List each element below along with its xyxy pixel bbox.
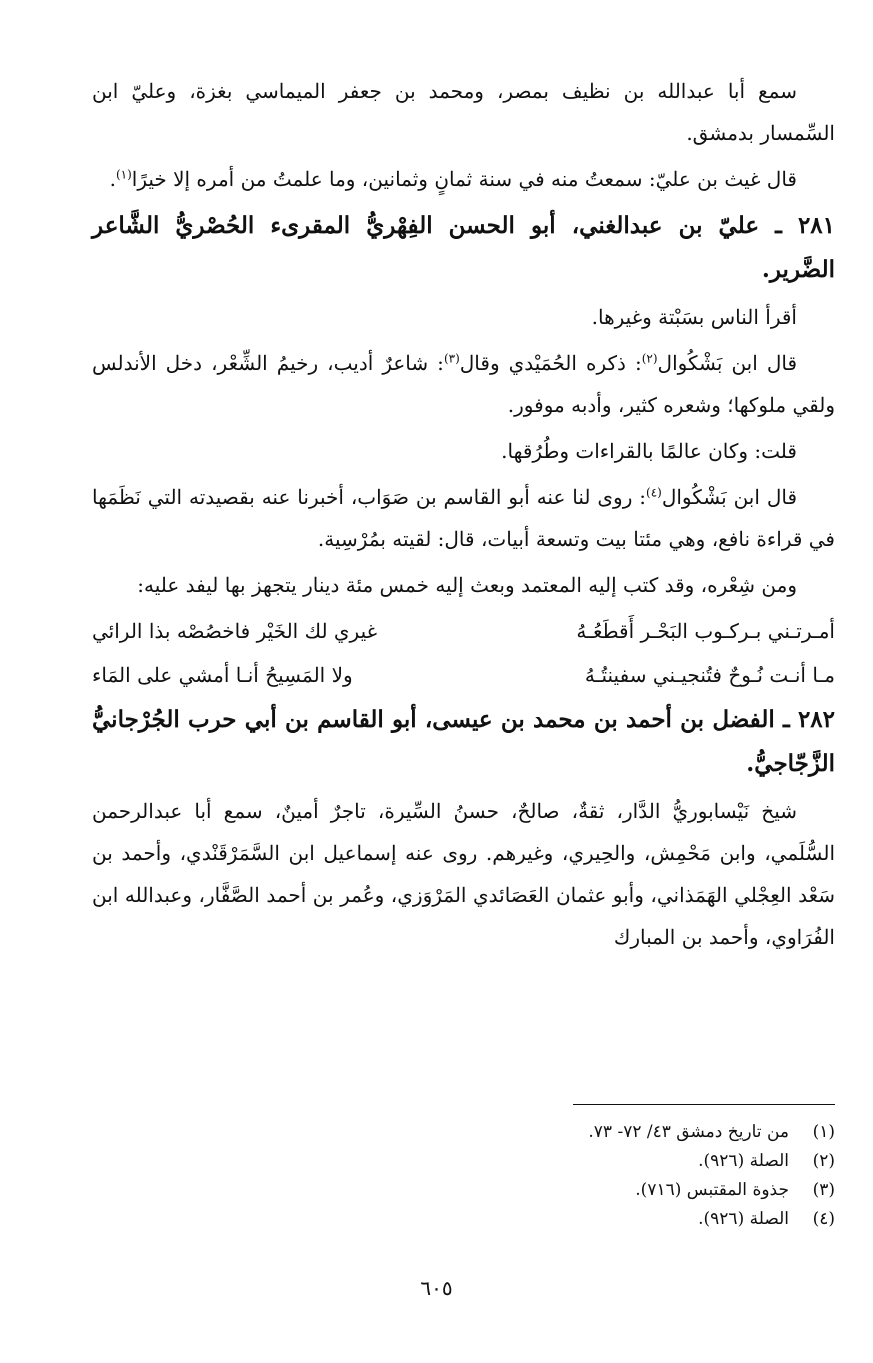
verse-first-hemistich: أمـرتـني بـركـوب البَحْـر أَقطَعُـهُ [576, 619, 835, 643]
footnote-separator [573, 1104, 835, 1105]
footnote [92, 1147, 835, 1176]
footnote-text: الصلة (٩٢٦). [698, 1151, 789, 1171]
footnote [92, 1118, 835, 1147]
paragraph-text: قال غيث بن عليّ: سمعتُ منه في سنة ثمانٍ وثمانين، وما علمتُ من أمره إلا خيرًا [131, 167, 797, 191]
page-body [92, 70, 835, 962]
poem-verse [92, 610, 835, 652]
paragraph [92, 342, 835, 426]
verse-second-hemistich: غيري لك الخَيْر فاخصُصْه بذا الرائي [92, 619, 378, 643]
paragraph: قلت: وكان عالمًا بالقراءات وطُرُقها. [501, 439, 797, 463]
poem-verse [92, 654, 835, 696]
footnote [92, 1205, 835, 1234]
footnotes [92, 1118, 835, 1234]
paragraph: ومن شِعْره، وقد كتب إليه المعتمد وبعث إليه خمس مئة دينار يتجهز بها ليفد عليه: [137, 573, 797, 597]
footnote-ref: (١) [115, 167, 132, 182]
verse-second-hemistich: ولا المَسِيحُ أنـا أمشي على المَاء [92, 663, 353, 687]
paragraph-text: قال ابن بَشْكُوال [657, 351, 798, 375]
footnote-text: من تاريخ دمشق ٤٣/ ٧٢- ٧٣. [588, 1122, 789, 1142]
footnote-ref: (٢) [641, 351, 658, 366]
paragraph-text: : روى لنا عنه أبو القاسم بن صَوَاب، أخبرنا عنه بقصيدته التي نَظَمَها في قراءة نافع، وهي مئتا بيت وتسعة أبيات، قال: لقيته بمُرْسِية. [92, 485, 835, 551]
entry-heading-282: ٢٨٢ ـ الفضل بن أحمد بن محمد بن عيسى، أبو القاسم بن أبي حرب الجُرْجانيُّ الزَّجّاجيُّ. [92, 706, 835, 777]
footnote-number: (١) [812, 1122, 835, 1142]
footnote-text: جذوة المقتبس (٧١٦). [635, 1180, 789, 1200]
paragraph-text: . [109, 167, 116, 191]
entry-heading-281: ٢٨١ ـ عليّ بن عبدالغني، أبو الحسن الفِهْريُّ المقرىء الحُصْريُّ الشَّاعر الضَّرير. [92, 212, 835, 283]
footnote-number: (٤) [812, 1209, 835, 1229]
paragraph: أقرأ الناس بسَبْتة وغيرها. [591, 305, 797, 329]
paragraph [92, 476, 835, 560]
paragraph-text: : ذكره الحُمَيْدي وقال [459, 351, 642, 375]
paragraph [92, 158, 835, 200]
page-number: ٦٠٥ [420, 1276, 453, 1300]
footnote [92, 1176, 835, 1205]
footnote-text: الصلة (٩٢٦). [698, 1209, 789, 1229]
footnote-number: (٢) [812, 1151, 835, 1171]
footnote-ref: (٣) [443, 351, 460, 366]
paragraph-text: قال ابن بَشْكُوال [661, 485, 798, 509]
paragraph: سمع أبا عبدالله بن نظيف بمصر، ومحمد بن جعفر الميماسي بغزة، وعليّ ابن السِّمسار بدمشق. [92, 79, 835, 145]
footnote-number: (٣) [812, 1180, 835, 1200]
footnote-ref: (٤) [646, 485, 662, 500]
paragraph: شيخ نَيْسابوريُّ الدَّار، ثقةٌ، صالحٌ، حسنُ السِّيرة، تاجرٌ أمينٌ، سمع أبا عبدالرحمن السُّلَمي، وابن مَحْمِش، والحِيري، وغيرهم. روى عنه إسماعيل ابن السَّمَرْقَنْدي، وأحمد بن سَعْد العِجْلي الهَمَذاني، وأبو عثمان العَصَائدي المَرْوَزي، وعُمر بن أحمد الصَّفَّار، وعبدالله ابن الفُرَاوي، وأحمد بن المبارك [92, 799, 835, 949]
verse-first-hemistich: مـا أنـت نُـوحٌ فتُنجيـني سفينتُـهُ [584, 663, 835, 687]
paragraph-text: : شاعرٌ أديب، رخيمُ الشِّعْر، دخل الأندلس ولقي ملوكها؛ وشعره كثير، وأدبه موفور. [92, 351, 835, 417]
